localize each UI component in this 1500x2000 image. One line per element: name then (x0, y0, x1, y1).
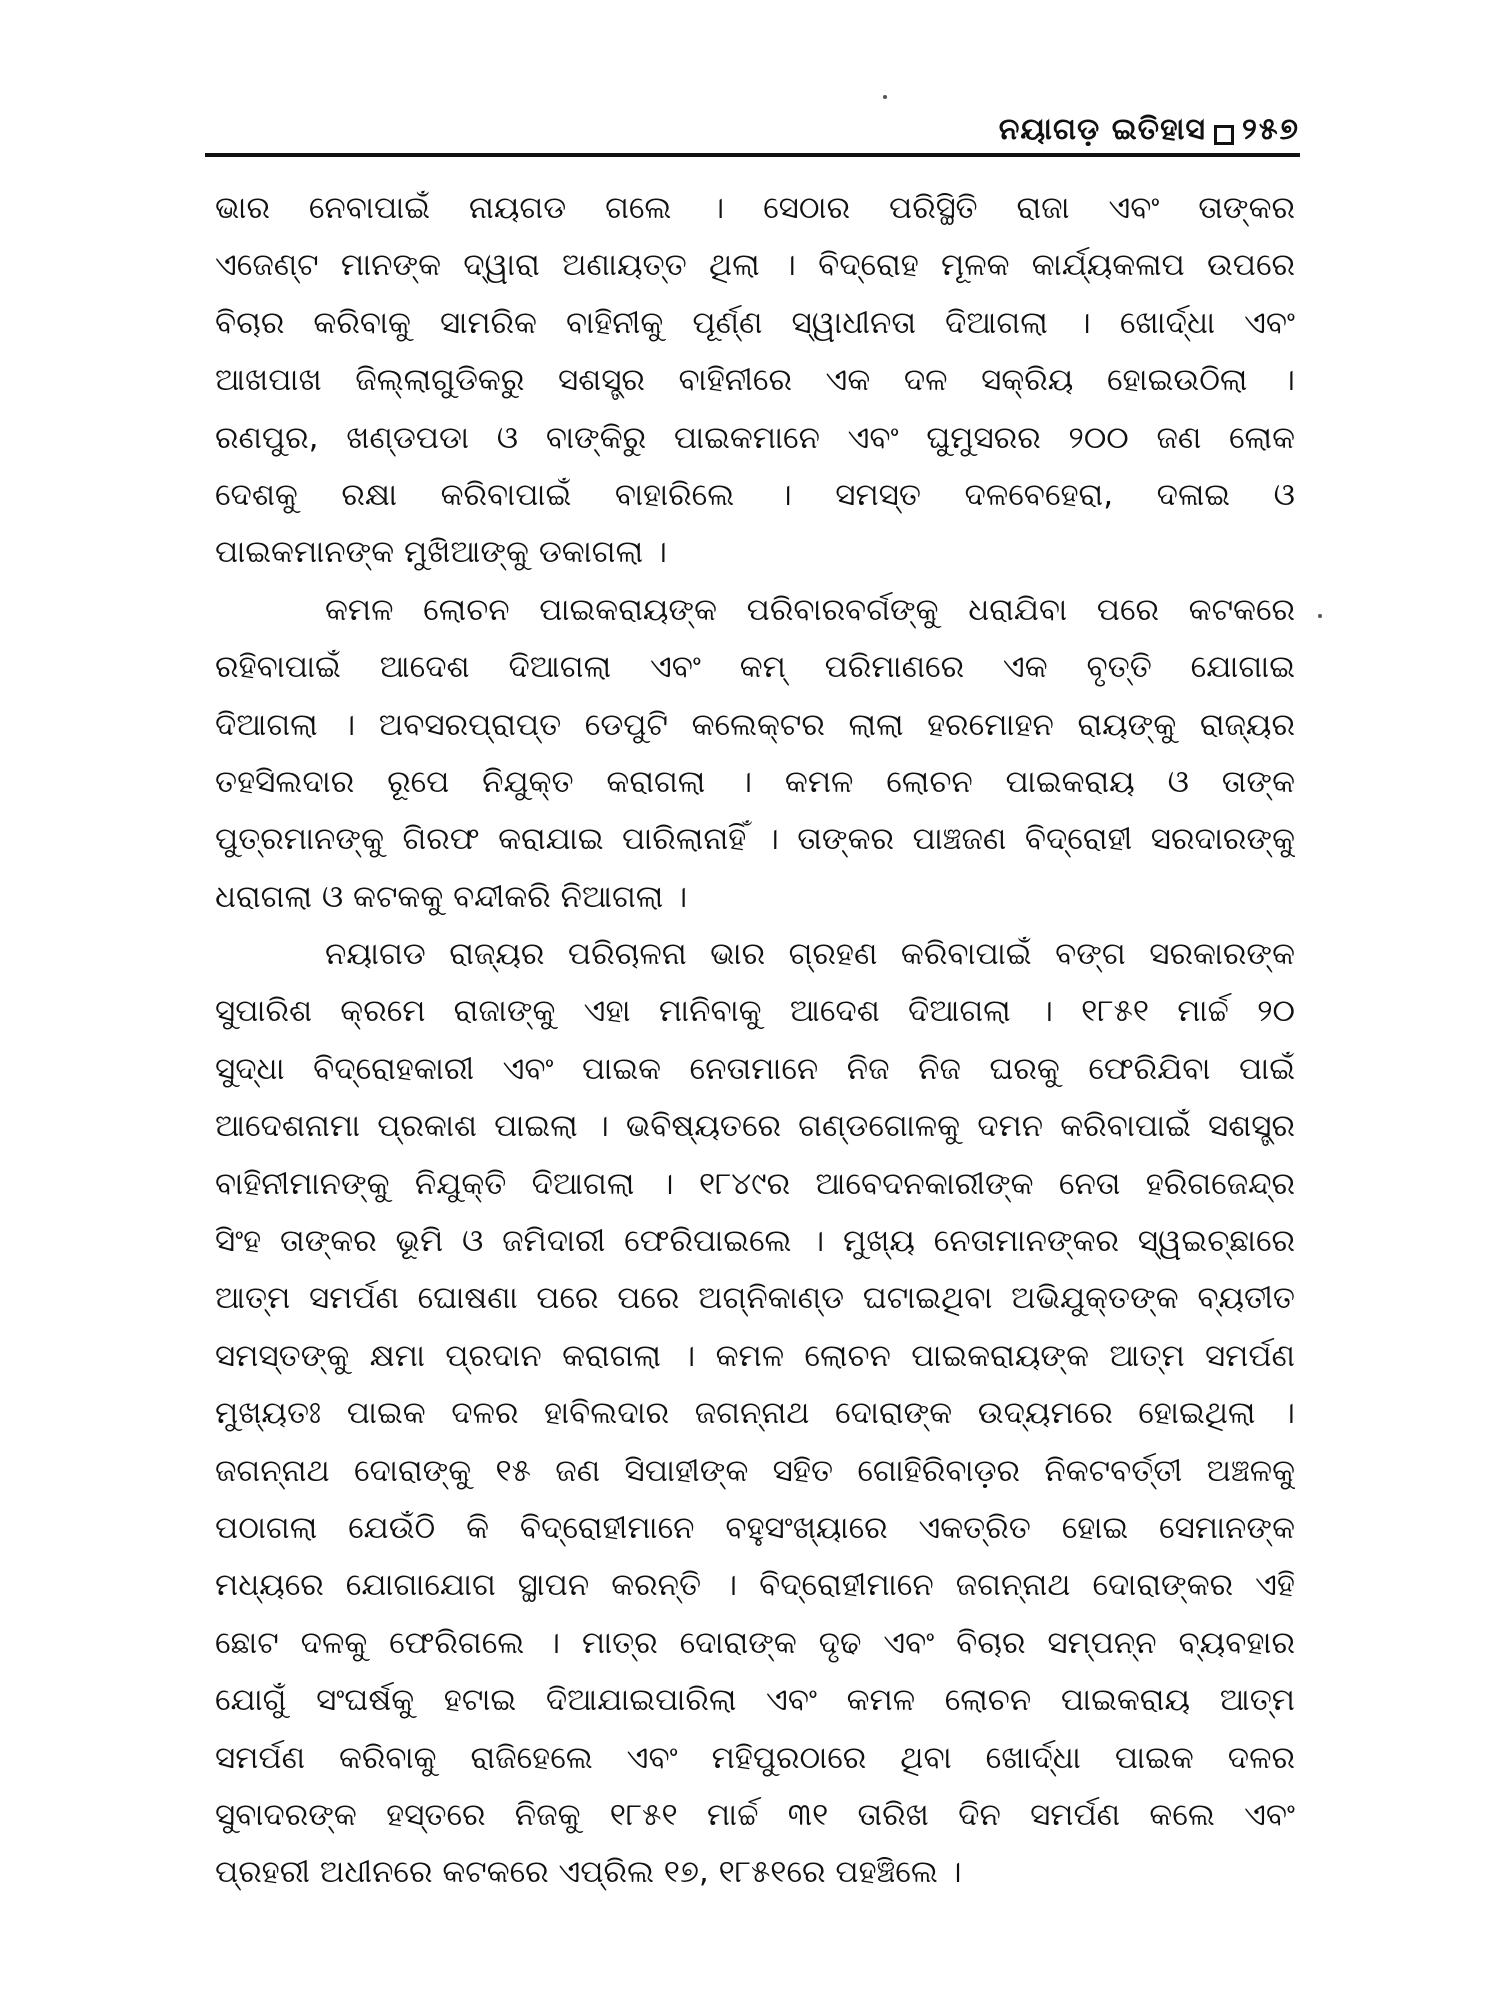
header-title: ନୟାଗଡ଼ ଇତିହାସ (998, 112, 1206, 147)
text-line: ଯୋଗୁଁ ସଂଘର୍ଷକୁ ହଟାଇ ଦିଆଯାଇପାରିଲା ଏବଂ କମଳ ଲୋଚନ ପାଇକରାୟ ଆତ୍ମ (215, 1682, 1295, 1719)
paragraph-1 (215, 180, 1295, 582)
text-line: ନୟାଗଡ ରାଜ୍ୟର ପରିଚାଳନା ଭାର ଗ୍ରହଣ କରିବାପାଇଁ ବଙ୍ଗ ସରକାରଙ୍କ (325, 936, 1295, 973)
text-line: ସମସ୍ତଙ୍କୁ କ୍ଷମା ପ୍ରଦାନ କରାଗଲା । କମଳ ଲୋଚନ ପାଇକରାୟଙ୍କ ଆତ୍ମ ସମର୍ପଣ (215, 1337, 1295, 1374)
text-line: ଦେଶକୁ ରକ୍ଷା କରିବାପାଇଁ ବାହାରିଲେ । ସମସ୍ତ ଦଳବେହେରା, ଦଳାଇ ଓ (215, 476, 1295, 513)
body-text (215, 180, 1295, 1902)
header-rule (205, 153, 1300, 157)
text-line: ପାଇକମାନଙ୍କ ମୁଖିଆଙ୍କୁ ଡକାଗଲା । (215, 534, 667, 571)
text-line: ଏଜେଣ୍ଟ ମାନଙ୍କ ଦ୍ୱାରା ଅଣାୟତ୍ତ ଥିଲା । ବିଦ୍ରୋହ ମୂଳକ କାର୍ଯ୍ୟକଳାପ ଉପରେ (215, 247, 1295, 284)
text-line: ଆଦେଶନାମା ପ୍ରକାଶ ପାଇଲା । ଭବିଷ୍ୟତରେ ଗଣ୍ଡଗୋଳକୁ ଦମନ କରିବାପାଇଁ ସଶସ୍ତ୍ର (215, 1108, 1295, 1145)
text-line: ସୁପାରିଶ କ୍ରମେ ରାଜାଙ୍କୁ ଏହା ମାନିବାକୁ ଆଦେଶ ଦିଆଗଲା । ୧୮୫୧ ମାର୍ଚ୍ଚ ୨୦ (215, 993, 1295, 1030)
text-line: ରହିବାପାଇଁ ଆଦେଶ ଦିଆଗଲା ଏବଂ କମ୍ ପରିମାଣରେ ଏକ ବୃତ୍ତି ଯୋଗାଇ (215, 649, 1295, 686)
text-line: ମୁଖ୍ୟତଃ ପାଇକ ଦଳର ହାବିଲଦାର ଜଗନ୍ନାଥ ଦୋରାଙ୍କ ଉଦ୍ୟମରେ ହୋଇଥିଲା । (215, 1395, 1295, 1432)
text-line: ସିଂହ ତାଙ୍କର ଭୂମି ଓ ଜମିଦାରୀ ଫେରିପାଇଲେ । ମୁଖ୍ୟ ନେତାମାନଙ୍କର ସ୍ୱଇଚ୍ଛାରେ (215, 1223, 1295, 1260)
text-line: ରଣପୁର, ଖଣ୍ଡପଡା ଓ ବାଙ୍କିରୁ ପାଇକମାନେ ଏବଂ ଘୁମୁସରର ୨୦୦ ଜଣ ଲୋକ (215, 419, 1295, 456)
text-line: କମଳ ଲୋଚନ ପାଇକରାୟଙ୍କ ପରିବାରବର୍ଗଙ୍କୁ ଧରାଯିବା ପରେ କଟକରେ (325, 591, 1295, 628)
text-line: ସମର୍ପଣ କରିବାକୁ ରାଜିହେଲେ ଏବଂ ମହିପୁରଠାରେ ଥିବା ଖୋର୍ଦ୍ଧା ପାଇକ ଦଳର (215, 1739, 1295, 1776)
text-line: ପ୍ରହରୀ ଅଧୀନରେ କଟକରେ ଏପ୍ରିଲ ୧୭, ୧୮୫୧ରେ ପହଞ୍ଚିଲେ । (215, 1854, 962, 1891)
text-line: ସୁଦ୍ଧା ବିଦ୍ରୋହକାରୀ ଏବଂ ପାଇକ ନେତାମାନେ ନିଜ ନିଜ ଘରକୁ ଫେରିଯିବା ପାଇଁ (215, 1050, 1295, 1087)
text-line: ମଧ୍ୟରେ ଯୋଗାଯୋଗ ସ୍ଥାପନ କରନ୍ତି । ବିଦ୍ରୋହୀମାନେ ଜଗନ୍ନାଥ ଦୋରାଙ୍କର ଏହି (215, 1567, 1295, 1604)
text-line: ଜଗନ୍ନାଥ ଦୋରାଙ୍କୁ ୧୫ ଜଣ ସିପାହୀଙ୍କ ସହିତ ଗୋହିରିବାଡ଼ର ନିକଟବର୍ତ୍ତୀ ଅଞ୍ଚଳକୁ (215, 1452, 1295, 1489)
text-line: ଆତ୍ମ ସମର୍ପଣ ଘୋଷଣା ପରେ ପରେ ଅଗ୍ନିକାଣ୍ଡ ଘଟାଇଥିବା ଅଭିଯୁକ୍ତଙ୍କ ବ୍ୟତୀତ (215, 1280, 1295, 1317)
text-line: ପୁତ୍ରମାନଙ୍କୁ ଗିରଫ କରାଯାଇ ପାରିଲାନାହିଁ । ତାଙ୍କର ପାଞ୍ଚଜଣ ବିଦ୍ରୋହୀ ସରଦାରଙ୍କୁ (215, 821, 1295, 858)
text-line: ଆଖପାଖ ଜିଲ୍ଲାଗୁଡିକରୁ ସଶସ୍ତ୍ର ବାହିନୀରେ ଏକ ଦଳ ସକ୍ରିୟ ହୋଇଉଠିଲା । (215, 362, 1295, 399)
text-line: ଛୋଟ ଦଳକୁ ଫେରିଗଲେ । ମାତ୍ର ଦୋରାଙ୍କ ଦୃଢ ଏବଂ ବିଚାର ସମ୍ପନ୍ନ ବ୍ୟବହାର (215, 1624, 1295, 1661)
running-header (205, 95, 1300, 145)
text-line: ତହସିଲଦାର ରୂପେ ନିଯୁକ୍ତ କରାଗଲା । କମଳ ଲୋଚନ ପାଇକରାୟ ଓ ତାଙ୍କ (215, 763, 1295, 800)
text-line: ଧରାଗଲା ଓ କଟକକୁ ବନ୍ଦୀକରି ନିଆଗଲା । (215, 878, 688, 915)
paragraph-3 (215, 926, 1295, 1902)
text-line: ଦିଆଗଲା । ଅବସରପ୍ରାପ୍ତ ଡେପୁଟି କଲେକ୍ଟର ଲାଲା ହରମୋହନ ରାୟଙ୍କୁ ରାଜ୍ୟର (215, 706, 1295, 743)
square-bullet-icon (1214, 125, 1234, 145)
page-number: ୨୫୭ (1241, 112, 1300, 147)
text-line: ସୁବାଦରଙ୍କ ହସ୍ତରେ ନିଜକୁ ୧୮୫୧ ମାର୍ଚ୍ଚ ୩୧ ତାରିଖ ଦିନ ସମର୍ପଣ କଲେ ଏବଂ (215, 1796, 1295, 1833)
text-line: ପଠାଗଲା ଯେଉଁଠି କି ବିଦ୍ରୋହୀମାନେ ବହୁସଂଖ୍ୟାରେ ଏକତ୍ରିତ ହୋଇ ସେମାନଙ୍କ (215, 1509, 1295, 1546)
text-line: ବାହିନୀମାନଙ୍କୁ ନିଯୁକ୍ତି ଦିଆଗଲା । ୧୮୪୯ର ଆବେଦନକାରୀଙ୍କ ନେତା ହରିଗଜେନ୍ଦ୍ର (215, 1165, 1295, 1202)
scan-speck (1318, 614, 1322, 618)
paragraph-2 (215, 582, 1295, 926)
text-line: ଭାର ନେବାପାଇଁ ନାୟଗଡ ଗଲେ । ସେଠାର ପରିସ୍ଥିତି ରାଜା ଏବଂ ତାଙ୍କର (215, 190, 1295, 226)
scan-speck (883, 95, 887, 99)
text-line: ବିଚାର କରିବାକୁ ସାମରିକ ବାହିନୀକୁ ପୂର୍ଣ୍ଣ ସ୍ୱାଧୀନତା ଦିଆଗଲା । ଖୋର୍ଦ୍ଧା ଏବଂ (215, 304, 1295, 341)
